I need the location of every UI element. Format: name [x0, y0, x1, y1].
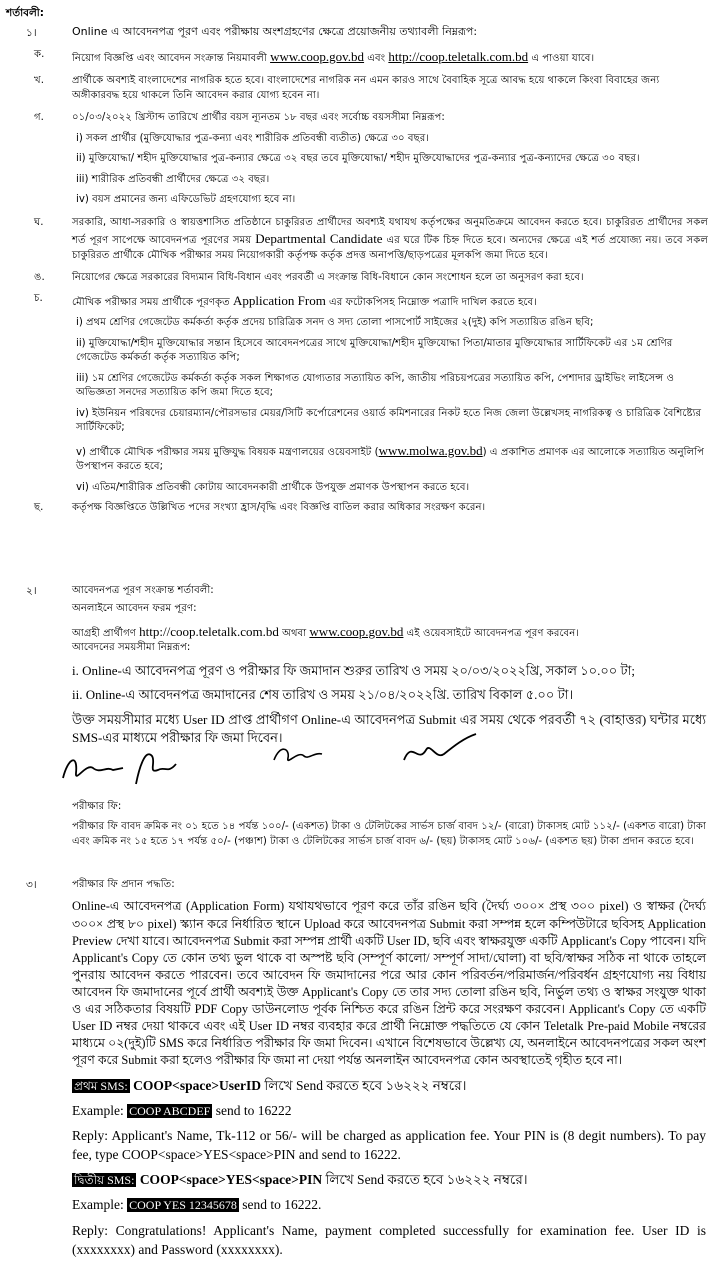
- section-3-title: পরীক্ষার ফি প্রদান পদ্ধতি:: [72, 879, 175, 890]
- age-rule-i: i) সকল প্রার্থীর (মুক্তিযোদ্ধার পুত্র-কন্যা এবং শারীরিক প্রতিবন্ধী ব্যতীত) ক্ষেত্রে ৩০ বছর।: [76, 132, 429, 144]
- item-text: ) এ প্রকাশিত প্রমাণক এর আলোকে সত্যায়িত অনুলিপি উপস্থাপন করতে হবে;: [76, 446, 705, 473]
- link-coop-gov-2[interactable]: www.coop.gov.bd: [309, 623, 404, 639]
- sms2-tail: লিখে Send করতে হবে ১৬২২২ নম্বরে।: [322, 1172, 528, 1188]
- sms2-command: COOP<space>YES<space>PIN: [136, 1172, 323, 1188]
- example2-label: Example:: [72, 1197, 128, 1213]
- item-uma: [34, 271, 708, 285]
- exam-fee-block: [0, 800, 726, 849]
- link-teletalk[interactable]: http://coop.teletalk.com.bd: [388, 49, 529, 64]
- section-1-title: Online এ আবেদনপত্র পূরণ এবং পরীক্ষায় অংশগ্রহণের ক্ষেত্রে প্রয়োজনীয় তথ্যাবলী নিম্নরূপ:: [72, 25, 478, 38]
- item-label: ক.: [34, 49, 45, 60]
- example1-tail: send to 16222: [212, 1102, 292, 1118]
- item-text: নিয়োগের ক্ষেত্রে সরকারের বিদ্যমান বিধি-বিধান এবং পরবর্তী এ সংক্রান্ত বিধি-বিধানে কোন সংশোধন হলে তা অনুসরণ করা হবে।: [72, 272, 584, 284]
- section-3: [0, 878, 726, 1259]
- item-ka: [34, 48, 708, 66]
- age-rule-iii: iii) শারীরিক প্রতিবন্ধী প্রার্থীদের ক্ষেত্রে ৩২ বছর।: [76, 173, 270, 185]
- sms1-tail: লিখে Send করতে হবে ১৬২২২ নম্বরে।: [261, 1077, 467, 1093]
- example1-line: [72, 1101, 706, 1120]
- example2-line: [72, 1195, 706, 1214]
- item-text: v) প্রার্থীকে মৌখিক পরীক্ষার সময় মুক্তিযুদ্ধ বিষয়ক মন্ত্রণালয়ের ওয়েবসাইট (: [76, 446, 379, 458]
- item-ga: [34, 111, 708, 125]
- item-label: চ.: [34, 292, 43, 304]
- apply-websites-line: [72, 623, 706, 641]
- item-text: সরকারি, আধা-সরকারি ও স্বায়ত্তশাসিত প্রতিষ্ঠানে চাকুরিরত প্রার্থীদের অবশ্যই যথাযথ কর্তৃপক্ষের অনুমতিক্রমে আবেদন করতে হবে। চাকুরিরত প্রার্থীদের সকল শর্ত পূরণ সাপেক্ষে আবেদনপত্র পূরণের সময়: [72, 216, 708, 247]
- item-text: ০১/০৩/২০২২ খ্রিস্টাব্দ তারিখে প্রার্থীর বয়স ন্যূনতম ১৮ বছর এবং সর্বোচ্চ বয়সসীমা নিম্নরূপ:: [72, 112, 445, 124]
- section-1-body: [0, 48, 726, 516]
- age-rule-ii: ii) মুক্তিযোদ্ধা/ শহীদ মুক্তিযোদ্ধার পুত্র-কন্যার ক্ষেত্রে ৩২ বছর তবে মুক্তিযোদ্ধা/ শহীদ মুক্তিযোদ্ধাদের পুত্র-কন্যার পুত্র-কন্যাদের ক্ষেত্রে ৩০ বছর।: [76, 153, 640, 165]
- sms2-badge: দ্বিতীয় SMS:: [74, 1173, 135, 1188]
- doc-rule-v: [76, 442, 708, 475]
- example2-code: COOP YES 12345678: [129, 1198, 237, 1213]
- item-gha: [34, 216, 708, 263]
- item-ca: [34, 292, 708, 310]
- item-text: এই ওয়েবসাইটে আবেদনপত্র পূরণ করবেন।: [403, 627, 579, 639]
- link-molwa[interactable]: www.molwa.gov.bd: [378, 442, 483, 458]
- item-label: ঘ.: [34, 216, 44, 228]
- item-label: ঙ.: [34, 272, 45, 284]
- item-label: গ.: [34, 112, 44, 124]
- departmental-candidate: Departmental Candidate: [255, 231, 383, 247]
- example1-label: Example:: [72, 1102, 128, 1118]
- sms1-command: COOP<space>UserID: [129, 1077, 261, 1093]
- doc-rule-iii: iii) ১ম শ্রেণির গেজেটেড কর্মকর্তা কর্তৃক সকল শিক্ষাগত যোগ্যতার সত্যায়িত কপি, জাতীয় পরিচয়পত্রের সত্যায়িত কপি, পেশাদার ড্রাইভিং লাইসেন্স ও অভিজ্ঞতা সনদের সত্যায়িত কপি জমা দিতে হবে;: [76, 372, 674, 399]
- item-text: এর ঘরে টিক চিহ্ন দিতে হবে। অন্যদের ক্ষেত্রে এই শর্ত প্রযোজ্য নয়। তবে সকল চাকুরিরত প্রার্থীকে মৌখিক পরীক্ষার সময় নিয়োগকারী কর্তৃপক্ষ কর্তৃক প্রদত্ত অনাপত্তি/ছাড়পত্রের মূলকপি জমা দিতে হবে।: [72, 235, 708, 261]
- sms2-line: [72, 1170, 706, 1189]
- item-kha: [34, 74, 708, 103]
- exam-fee-title: পরীক্ষার ফি:: [72, 801, 122, 812]
- link-teletalk-2[interactable]: http://coop.teletalk.com.bd: [139, 623, 279, 639]
- item-label: খ.: [34, 75, 44, 87]
- item-cha: [34, 501, 708, 515]
- section-1-number: ১।: [26, 27, 37, 39]
- doc-rule-vi: vi) এতিম/শারীরিক প্রতিবন্ধী কোটায় আবেদনকারী প্রার্থীকে উপযুক্ত প্রমাণক উপস্থাপন করতে হবে।: [76, 481, 470, 493]
- item-text: প্রার্থীকে অবশ্যই বাংলাদেশের নাগরিক হতে হবে। বাংলাদেশের নাগরিক নন এমন কারও সাথে বৈবাহিক সূত্রে আবদ্ধ হয়ে থাকলে কিংবা বিবাহের জন্য অঙ্গীকারবদ্ধ হয়ে থাকলে তিনি আবেদন করার যোগ্য হবেন না।: [72, 75, 660, 101]
- section-2-number: ২।: [26, 585, 37, 597]
- reply1-text: Reply: Applicant's Name, Tk-112 or 56/- will be charged as application fee. Your PIN is (8 degit numbers). To pay fee, type COOP<space>YES<space>PIN and send to 16222.: [72, 1127, 706, 1163]
- item-text: মৌখিক পরীক্ষার সময় প্রার্থীকে পূরণকৃত: [72, 296, 234, 308]
- item-text: নিয়োগ বিজ্ঞপ্তি এবং আবেদন সংক্রান্ত নিয়মাবলী: [72, 53, 271, 64]
- start-date-line: i. Online-এ আবেদনপত্র পূরণ ও পরীক্ষার ফি জমাদান শুরুর তারিখ ও সময় ২০/০৩/২০২২খ্রি, সকাল ১০.০০ টা;: [72, 662, 635, 678]
- item-label: ছ.: [34, 502, 44, 514]
- signature-2: [128, 744, 183, 788]
- item-text: এ পাওয়া যাবে।: [528, 53, 595, 64]
- online-form-subtitle: অনলাইনে আবেদন ফরম পূরণ:: [72, 603, 197, 615]
- example2-tail: send to 16222.: [238, 1197, 322, 1213]
- link-coop-gov[interactable]: www.coop.gov.bd: [270, 49, 365, 64]
- application-from-text: Application From: [233, 292, 326, 308]
- deadline-intro: আবেদনের সময়সীমা নিম্নরূপ:: [72, 642, 191, 654]
- payment-procedure-text: Online-এ আবেদনপত্র (Application Form) যথাযথভাবে পূরণ করে তাঁর রঙিন ছবি (দৈর্ঘ্য ৩০০× প্রস্থ ৩০০ pixel) ও স্বাক্ষর (দৈর্ঘ্য ৩০০× প্রস্থ ৮০ pixel) স্ক্যান করে নির্ধারিত স্থানে Upload করে আবেদনপত্র Submit করা সম্পন্ন হলে কম্পিউটারে ছবিসহ Application Preview দেখা যাবে। আবেদনপত্র Submit করা সম্পন্ন প্রার্থী একটি User ID, ছবি এবং স্বাক্ষরযুক্ত একটি Applicant's Copy পাবেন। যদি Applicant's Copy তে কোন তথ্য ভুল থাকে বা অস্পষ্ট ছবি (সম্পূর্ণ কালো/ সম্পূর্ণ সাদা/ঘোলা) বা ছবি/স্বাক্ষর সঠিক না থাকে তাহলে পুনরায় আবেদন করতে পারবেন। তবে আবেদন ফি জমাদানের পরে আর কোন পরিবর্তন/পরিমার্জন/পরিবর্ধন গ্রহণযোগ্য নয় বিধায় আবেদন ফি জমাদানের পূর্বে প্রার্থী অবশ্যই উক্ত Applicant's Copy তে তার সদ্য তোলা রঙিন ছবি, নির্ভুল তথ্য ও স্বাক্ষর সংযুক্ত থাকা ও এর সঠিকতার বিষয়টি PDF Copy ডাউনলোড পূর্বক নিশ্চিত করে রঙিন প্রিন্ট করে সংরক্ষণ করবেন। Applicant's Copy তে একটি User ID নম্বর দেয়া থাকবে এবং এই User ID নম্বর ব্যবহার করে প্রার্থী নিম্নোক্ত পদ্ধতিতে যে কোন Teletalk Pre-paid Mobile নম্বরের মাধ্যমে ০২(দুই)টি SMS করে নির্ধারিত পরীক্ষার ফি জমা দিবেন। এখানে বিশেষভাবে উল্লেখ্য যে, অনলাইনে আবেদনপত্রের সকল অংশ পূরণ করে Submit করা হলেও পরীক্ষার ফি জমা না দেয়া পর্যন্ত অনলাইন আবেদনপত্র কোন অবস্থাতেই গৃহীত হবে না।: [72, 899, 706, 1068]
- doc-rule-iv: iv) ইউনিয়ন পরিষদের চেয়ারম্যান/পৌরসভার মেয়র/সিটি কর্পোরেশনের ওয়ার্ড কমিশনারের নিকট হতে নিজ জেলা উল্লেখসহ নাগরিকত্ব ও চারিত্রিক বৈশিষ্ট্যের সার্টিফিকেট;: [76, 407, 702, 434]
- section-3-number: ৩।: [26, 879, 37, 891]
- doc-rule-i: i) প্রথম শ্রেণির গেজেটেড কর্মকর্তা কর্তৃক প্রদেয় চারিত্রিক সনদ ও সদ্য তোলা পাসপোর্ট সাইজের ২(দুই) কপি সত্যায়িত রঙিন ছবি;: [76, 317, 594, 329]
- exam-fee-text: পরীক্ষার ফি বাবদ ক্রমিক নং ০১ হতে ১৪ পর্যন্ত ১০০/- (একশত) টাকা ও টেলিটকের সার্ভস চার্জ বাবদ ১২/- (বারো) টাকাসহ মোট ১১২/- (একশত বারো) টাকা এবং ক্রমিক নং ১৫ হতে ১৭ পর্যন্ত ৫০/- (পঞ্চাশ) টাকা ও টেলিটকের সার্ভস চার্জ বাবদ ৬/- (ছয়) টাকাসহ মোট ১০৬/- (একশত ছয়) টাকা প্রদান করতে হবে।: [72, 821, 706, 847]
- signatures: [0, 740, 726, 790]
- sms1-line: [72, 1076, 706, 1095]
- signature-1: [58, 748, 128, 788]
- item-text: আগ্রহী প্রার্থীগণ: [72, 627, 140, 639]
- item-text: অথবা: [278, 627, 310, 639]
- section-2-title: আবেদনপত্র পূরণ সংক্রান্ত শর্তাবলী:: [72, 585, 214, 596]
- example1-code: COOP ABCDEF: [129, 1103, 211, 1118]
- signature-3: [268, 740, 328, 770]
- age-rule-iv: iv) বয়স প্রমানের জন্য এফিডেভিট গ্রহণযোগ্য হবে না।: [76, 194, 296, 206]
- item-text: এর ফটোকপিসহ নিম্নোক্ত পত্রাদি দাখিল করতে হবে।: [325, 296, 537, 308]
- conditions-heading: শর্তাবলী:: [6, 7, 45, 19]
- end-date-line: ii. Online-এ আবেদনপত্র জমাদানের শেষ তারিখ ও সময় ২১/০৪/২০২২খ্রি. তারিখ বিকাল ৫.০০ টা।: [72, 687, 574, 703]
- signature-4: [400, 730, 480, 770]
- doc-rule-ii: ii) মুক্তিযোদ্ধা/শহীদ মুক্তিযোদ্ধার সন্তান হিসেবে আবেদনপত্রের সাথে মুক্তিযোদ্ধা/শহীদ মুক্তিযোদ্ধা পিতা/মাতার মুক্তিযোদ্ধার সার্টিফিকেট এর ১ম শ্রেণির গেজেটেড কর্মকর্তা কর্তৃক সত্যায়িত কপি;: [76, 337, 673, 364]
- reply2-text: Reply: Congratulations! Applicant's Name, payment completed successfully for examination fee. User ID is (xxxxxxxx) and Password (xxxxxxxx).: [72, 1222, 706, 1257]
- section-2: [0, 584, 726, 748]
- item-text: কর্তৃপক্ষ বিজ্ঞপ্তিতে উল্লিখিত পদের সংখ্যা হ্রাস/বৃদ্ধি এবং বিজ্ঞপ্তি বাতিল করার অধিকার সংরক্ষণ করেন।: [72, 502, 486, 514]
- sms1-badge: প্রথম SMS:: [74, 1078, 128, 1093]
- item-text: এবং: [364, 53, 389, 64]
- fee-deadline-note: উক্ত সময়সীমার মধ্যে User ID প্রাপ্ত প্রার্থীগণ Online-এ আবেদনপত্র Submit এর সময় থেকে পরবর্তী ৭২ (বাহাত্তর) ঘন্টার মধ্যে SMS-এর মাধ্যমে পরীক্ষার ফি জমা দিবেন।: [72, 711, 706, 746]
